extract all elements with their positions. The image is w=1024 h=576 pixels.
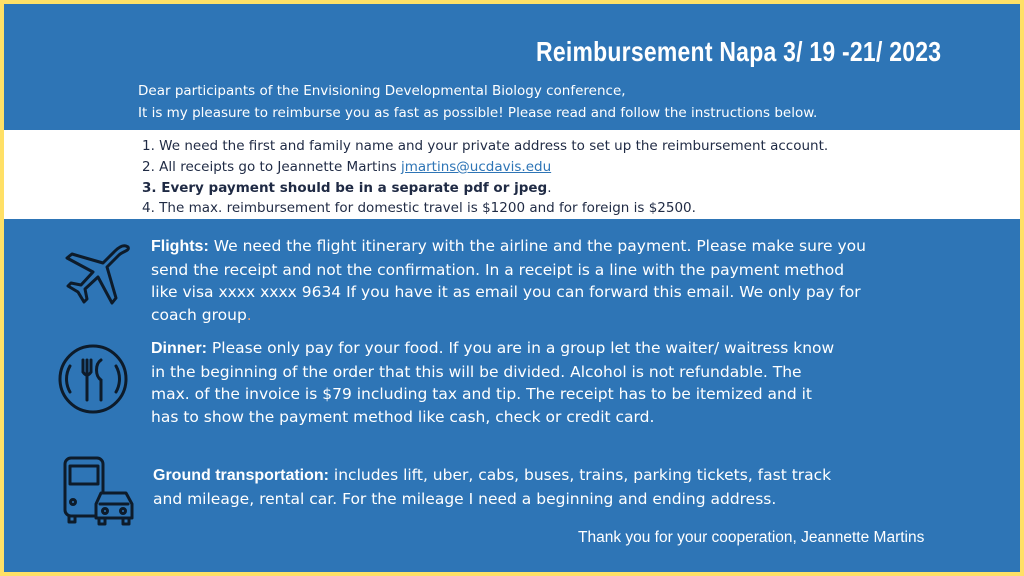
flights-section [151,235,871,326]
ground-section [153,464,863,510]
intro-line-1: Dear participants of the Envisioning Developmental Biology conference, [138,83,626,99]
intro-text [138,80,817,124]
rule-3-end: . [547,180,552,196]
rule-4: 4. The max. reimbursement for domestic travel is $1200 and for foreign is $2500. [142,200,696,216]
rule-2-text: 2. All receipts go to Jeannette Martins [142,159,401,175]
rule-2 [142,159,551,175]
rule-3 [142,180,551,196]
ground-heading: Ground transportation: [153,467,329,484]
page-title: Reimbursement Napa 3/ 19 -21/ 2023 [536,36,942,67]
dinner-plate-icon [56,342,130,416]
rule-3-text: 3. Every payment should be in a separate pdf or jpeg [142,180,548,196]
flights-end: . [246,305,252,324]
rule-1: 1. We need the first and family name and your private address to set up the reimbursement account. [142,138,829,154]
bus-and-car-icon [60,452,138,530]
flights-heading: Flights: [151,238,209,255]
ground-text: includes lift, uber, cabs, buses, trains, parking tickets, fast track and mileage, rental car. For the mileage I need a beginning and ending address. [153,466,832,508]
slide [4,4,1020,572]
intro-line-2: It is my pleasure to reimburse you as fast as possible! Please read and follow the instructions below. [138,105,818,121]
signature: Thank you for your cooperation, Jeannette Martins [578,529,925,546]
airplane-icon [62,242,134,310]
dinner-section [151,337,841,428]
rules-box [4,130,1020,219]
dinner-text: Please only pay for your food. If you are in a group let the waiter/ waitress know in the beginning of the order that this will be divided. Alcohol is not refundable. The max. of the invoice is $79 including tax and tip. The receipt has to be itemized and it has to show the payment method like cash, check or credit card. [151,339,835,426]
dinner-heading: Dinner: [151,340,207,357]
email-link[interactable]: jmartins@ucdavis.edu [400,159,552,175]
flights-text: We need the flight itinerary with the airline and the payment. Please make sure you send the receipt and not the confirmation. In a receipt is a line with the payment method like visa xxxx xxxx 9634 If you have it as email you can forward this email. We only pay for coach group [151,237,866,324]
